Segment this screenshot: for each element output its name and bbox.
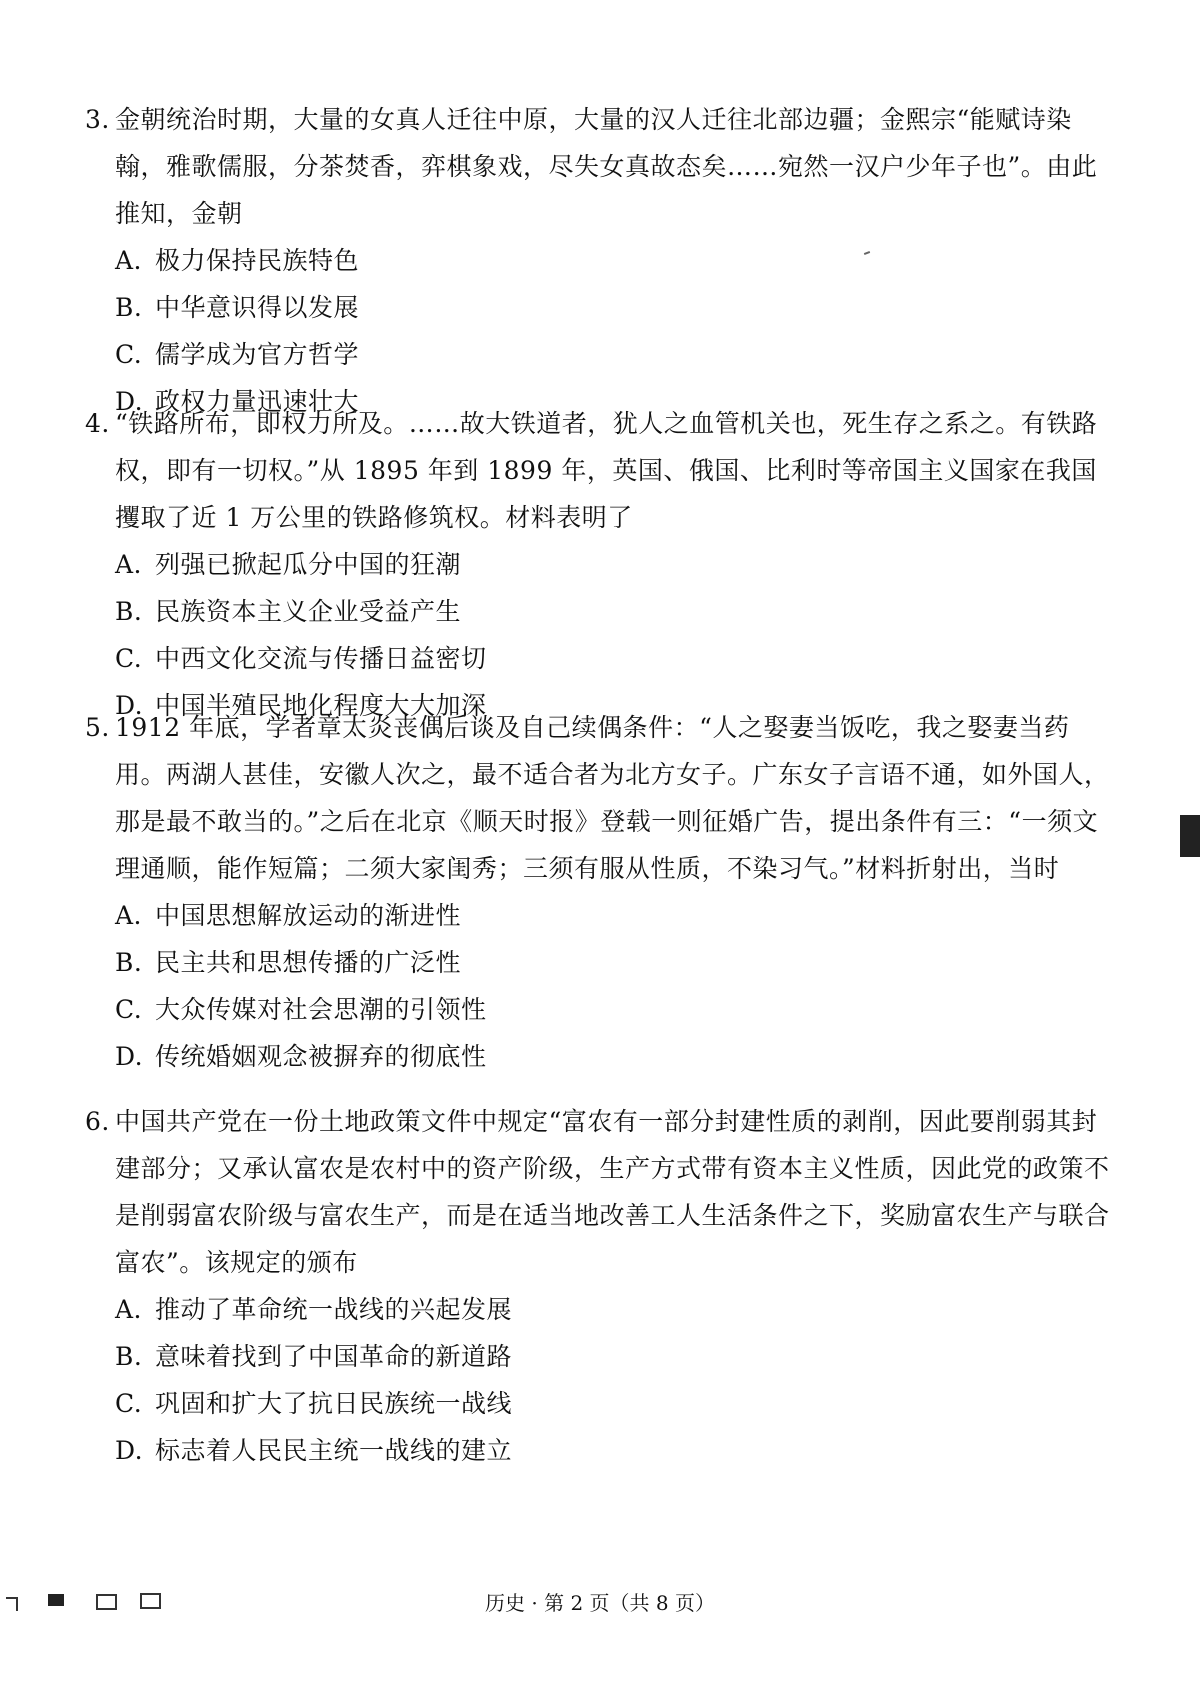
option-text: 标志着人民民主统一战线的建立 [155,1436,513,1465]
option-text: 巩固和扩大了抗日民族统一战线 [155,1389,513,1418]
question-stem [85,1098,1115,1286]
option-c [85,1380,1115,1427]
option-c [85,635,1115,682]
option-label: A. [115,550,143,579]
option-a [85,541,1115,588]
question-text: 金朝统治时期，大量的女真人迁往中原，大量的汉人迁往北部边疆；金熙宗“能赋诗染翰，雅歌儒服，分茶焚香，弈棋象戏，尽失女真故态矣……宛然一汉户少年子也”。由此推知，金朝 [115,105,1098,228]
option-text: 政权力量迅速壮大 [155,387,360,416]
question-text: “铁路所布，即权力所及。……故大铁道者，犹人之血管机关也，死生存之系之。有铁路权，即有一切权。”从 1895 年到 1899 年，英国、俄国、比利时等帝国主义国家在我国攫取了近 1 万公里的铁路修筑权。材料表明了 [115,409,1098,532]
question-text: 中国共产党在一份土地政策文件中规定“富农有一部分封建性质的剥削，因此要削弱其封建部分；又承认富农是农村中的资产阶级，生产方式带有资本主义性质，因此党的政策不是削弱富农阶级与富农生产，而是在适当地改善工人生活条件之下，奖励富农生产与联合富农”。该规定的颁布 [115,1107,1110,1277]
option-text: 中华意识得以发展 [155,293,360,322]
option-label: B. [115,597,143,626]
option-c [85,331,1115,378]
option-text: 儒学成为官方哲学 [155,340,360,369]
option-label: B. [115,948,143,977]
question-number: 6. [85,1107,110,1136]
question-5 [85,704,1115,1080]
option-b [85,1333,1115,1380]
question-number: 5. [85,713,110,742]
option-a [85,892,1115,939]
option-text: 中国半殖民地化程度大大加深 [155,691,487,720]
option-label: A. [115,246,143,275]
question-4 [85,400,1115,729]
option-b [85,588,1115,635]
option-label: D. [115,387,144,416]
option-text: 列强已掀起瓜分中国的狂潮 [155,550,462,579]
question-stem [85,400,1115,541]
option-label: D. [115,691,144,720]
option-text: 推动了革命统一战线的兴起发展 [155,1295,513,1324]
option-label: C. [115,1389,143,1418]
question-stem [85,704,1115,892]
question-text: 1912 年底，学者章太炎丧偶后谈及自己续偶条件：“人之娶妻当饭吃，我之娶妻当药用。两湖人甚佳，安徽人次之，最不适合者为北方女子。广东女子言语不通，如外国人，那是最不敢当的。”之后在北京《顺天时报》登载一则征婚广告，提出条件有三：“一须文理通顺，能作短篇；二须大家闺秀；三须有服从性质，不染习气。”材料折射出，当时 [115,713,1110,883]
option-b [85,939,1115,986]
option-text: 意味着找到了中国革命的新道路 [155,1342,513,1371]
option-c [85,986,1115,1033]
option-text: 大众传媒对社会思潮的引领性 [155,995,487,1024]
option-label: B. [115,293,143,322]
option-a [85,237,1115,284]
page-number: 历史 · 第 2 页（共 8 页） [485,1591,715,1615]
option-text: 极力保持民族特色 [155,246,360,275]
option-label: A. [115,901,143,930]
option-label: D. [115,1436,144,1465]
option-label: A. [115,1295,143,1324]
option-label: B. [115,1342,143,1371]
option-label: C. [115,340,143,369]
option-b [85,284,1115,331]
option-text: 传统婚姻观念被摒弃的彻底性 [155,1042,487,1071]
option-d [85,1427,1115,1474]
question-number: 3. [85,105,110,134]
option-text: 民主共和思想传播的广泛性 [155,948,462,977]
scan-side-mark [1180,815,1200,857]
option-text: 中国思想解放运动的渐进性 [155,901,462,930]
option-d [85,1033,1115,1080]
option-text: 民族资本主义企业受益产生 [155,597,462,626]
question-6 [85,1098,1115,1474]
option-text: 中西文化交流与传播日益密切 [155,644,487,673]
option-a [85,1286,1115,1333]
page-footer [0,1588,1200,1618]
question-stem [85,96,1115,237]
option-label: D. [115,1042,144,1071]
option-label: C. [115,995,143,1024]
question-3 [85,96,1115,425]
option-label: C. [115,644,143,673]
question-number: 4. [85,409,110,438]
